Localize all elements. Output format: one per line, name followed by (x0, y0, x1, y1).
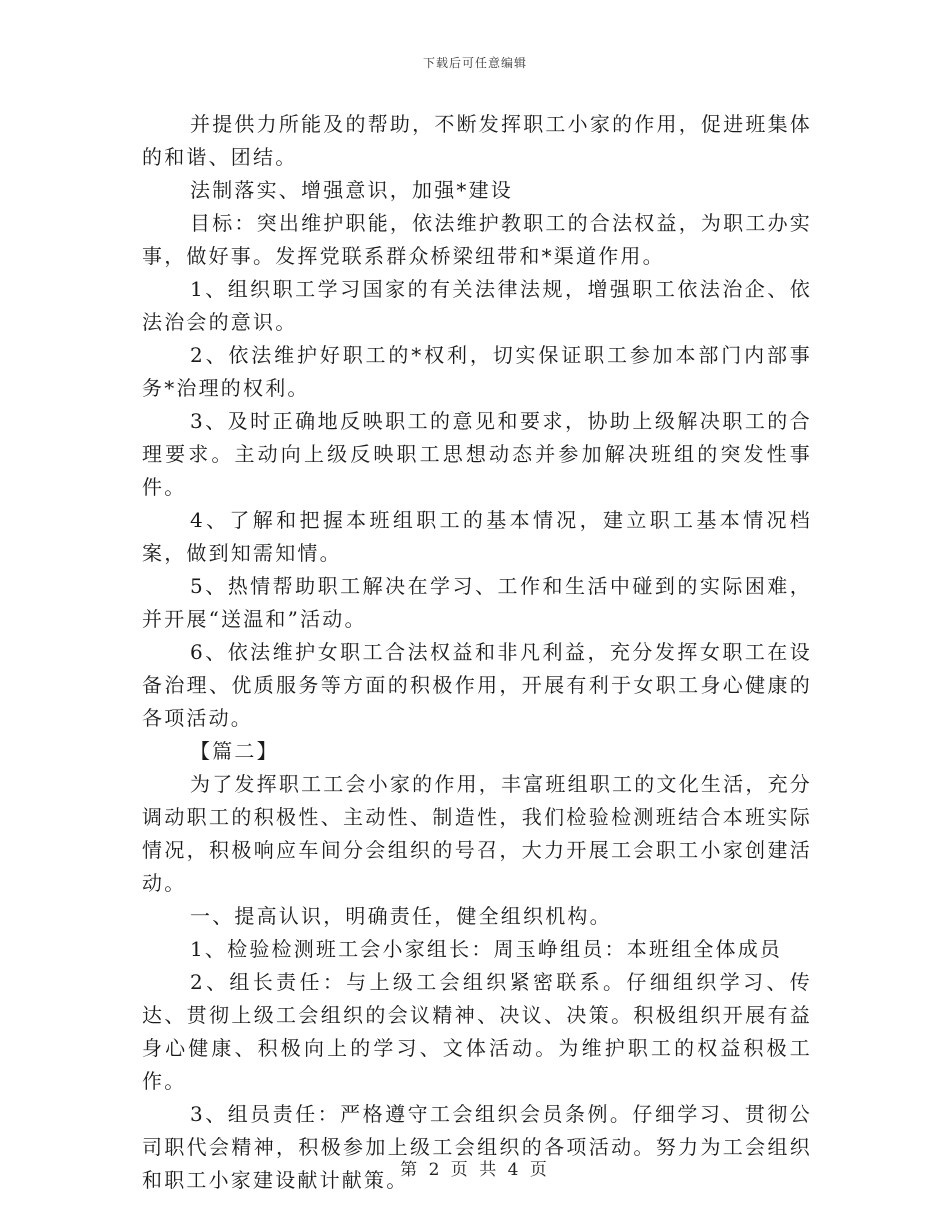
page-number: 第 2 页 共 4 页 (400, 1160, 550, 1180)
page-header-note: 下载后可任意编辑 (422, 56, 527, 70)
paragraph: 一、提高认识，明确责任，健全组织机构。 (190, 904, 612, 928)
paragraph: 1、检验检测班工会小家组长：周玉峥组员：本班组全体成员 (190, 937, 783, 961)
paragraph: 为了发挥职工工会小家的作用，丰富班组职工的文化生活，充分调动职工的积极性、主动性、制造性，我们检验检测班结合本班实际情况，积极响应车间分会组织的号召，大力开展工会职工小家创建活动。 (142, 772, 812, 895)
paragraph: 2、依法维护好职工的*权利，切实保证职工参加本部门内部事务*治理的权利。 (142, 343, 812, 400)
paragraph: 并提供力所能及的帮助，不断发挥职工小家的作用，促进班集体的和谐、团结。 (142, 112, 812, 169)
paragraph: 2、组长责任：与上级工会组织紧密联系。仔细组织学习、传达、贯彻上级工会组织的会议精神、决议、决策。积极组织开展有益身心健康、积极向上的学习、文体活动。为维护职工的权益积极工作。 (142, 970, 812, 1093)
paragraph: 3、组员责任：严格遵守工会组织会员条例。仔细学习、贯彻公司职代会精神，积极参加上级工会组织的各项活动。努力为工会组织和职工小家建设献计献策。 (142, 1102, 812, 1192)
paragraph: 6、依法维护女职工合法权益和非凡利益，充分发挥女职工在设备治理、优质服务等方面的积极作用，开展有利于女职工身心健康的各项活动。 (142, 640, 812, 730)
paragraph: 目标：突出维护职能，依法维护教职工的合法权益，为职工办实事，做好事。发挥党联系群众桥梁纽带和*渠道作用。 (142, 211, 812, 268)
section-heading: 【篇二】 (190, 739, 279, 763)
paragraph: 1、组织职工学习国家的有关法律法规，增强职工依法治企、依法治会的意识。 (142, 277, 812, 334)
paragraph: 4、了解和把握本班组职工的基本情况，建立职工基本情况档案，做到知需知情。 (142, 508, 812, 565)
paragraph: 法制落实、增强意识，加强*建设 (190, 178, 513, 202)
document-body (142, 108, 812, 1197)
paragraph: 3、及时正确地反映职工的意见和要求，协助上级解决职工的合理要求。主动向上级反映职工思想动态并参加解决班组的突发性事件。 (142, 409, 812, 499)
paragraph: 5、热情帮助职工解决在学习、工作和生活中碰到的实际困难，并开展“送温和”活动。 (142, 574, 812, 631)
